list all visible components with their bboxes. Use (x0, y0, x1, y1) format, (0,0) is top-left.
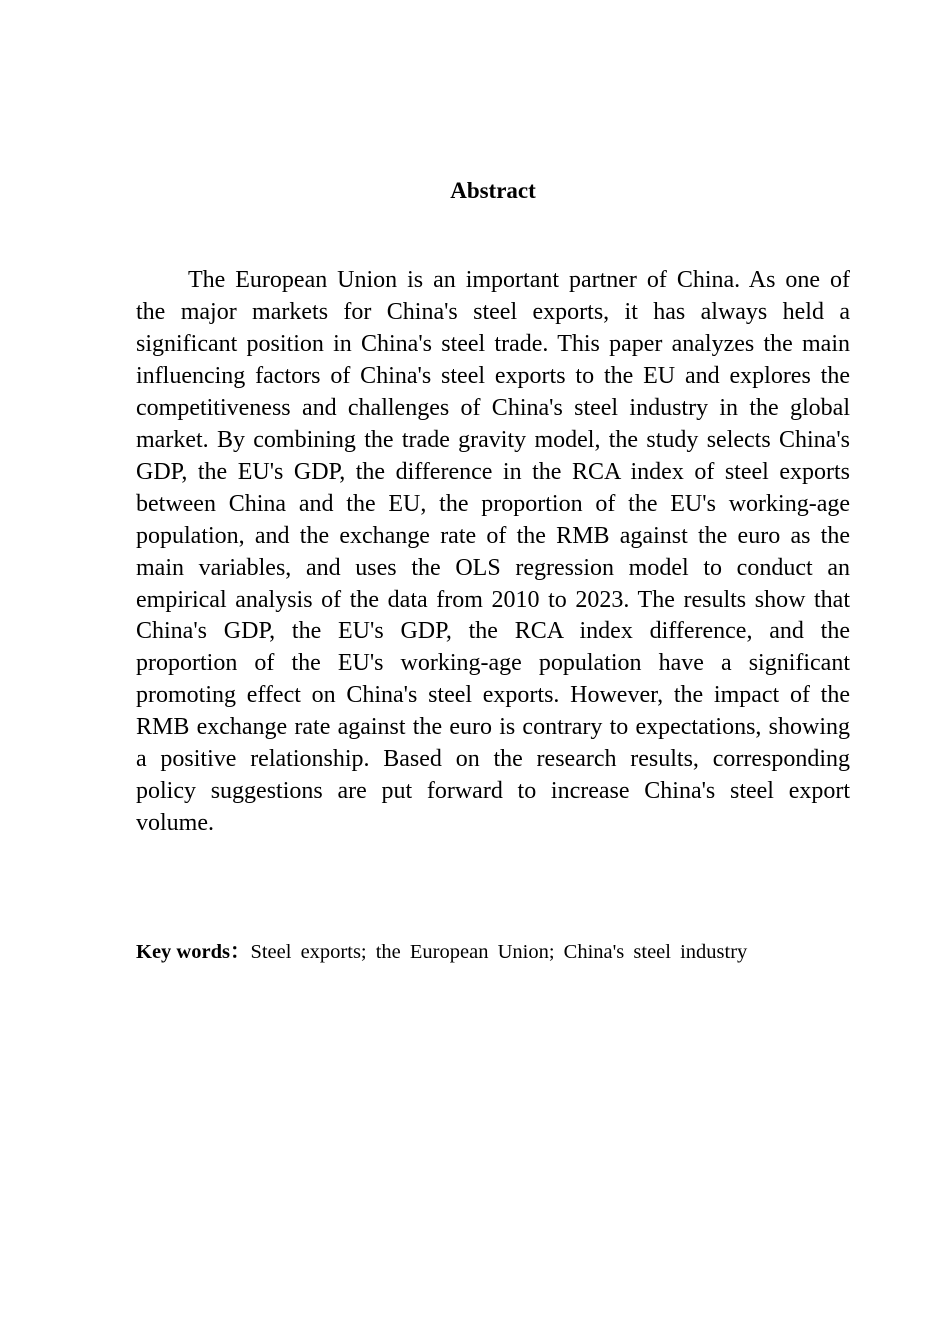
keywords-line (136, 938, 850, 966)
keywords-label: Key words： (136, 941, 251, 963)
abstract-body: The European Union is an important partner of China. As one of the major markets for China's steel exports, it has always held a significant position in China's steel trade. This paper analyzes the main influencing factors of China's steel exports to the EU and explores the competitiveness and challenges of China's steel industry in the global market. By combining the trade gravity model, the study selects China's GDP, the EU's GDP, the difference in the RCA index of steel exports between China and the EU, the proportion of the EU's working-age population, and the exchange rate of the RMB against the euro as the main variables, and uses the OLS regression model to conduct an empirical analysis of the data from 2010 to 2023. The results show that China's GDP, the EU's GDP, the RCA index difference, and the proportion of the EU's working-age population have a significant promoting effect on China's steel exports. However, the impact of the RMB exchange rate against the euro is contrary to expectations, showing a positive relationship. Based on the research results, corresponding policy suggestions are put forward to increase China's steel export volume. (136, 267, 850, 837)
abstract-title: Abstract (450, 178, 536, 203)
keywords-text: Steel exports; the European Union; China's steel industry (250, 941, 748, 963)
